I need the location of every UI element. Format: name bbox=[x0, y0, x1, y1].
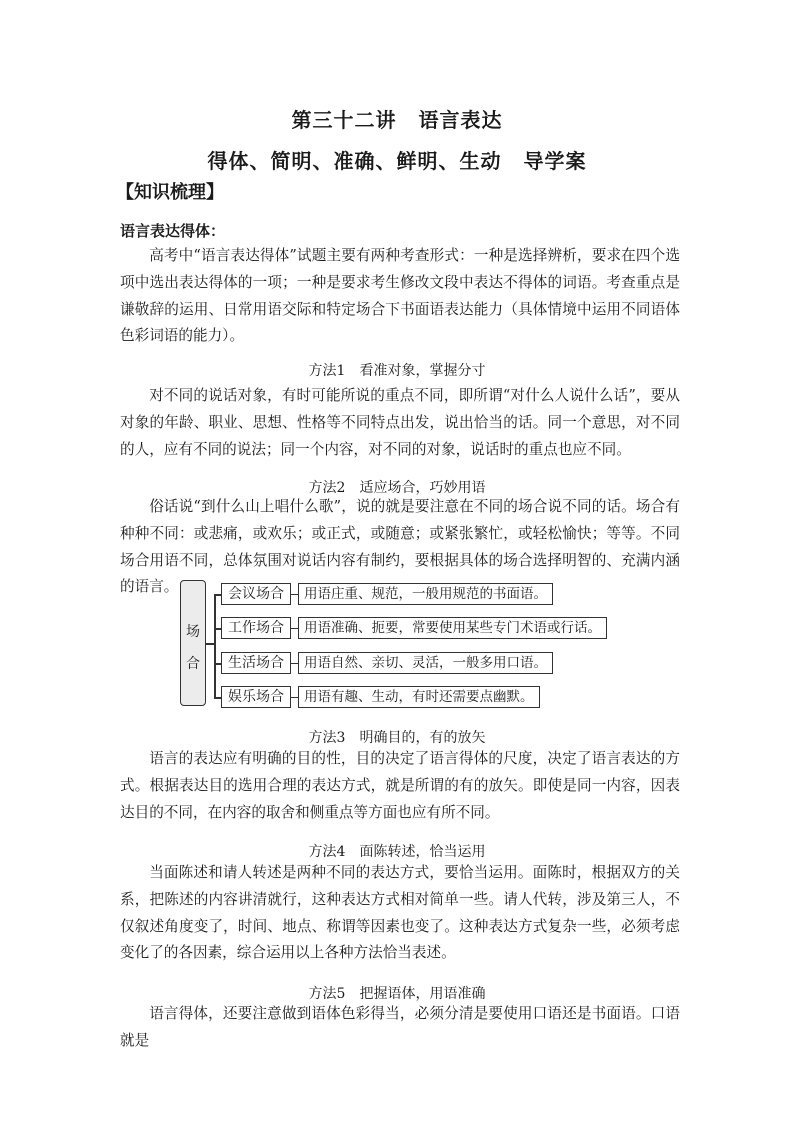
diagram-link bbox=[291, 594, 298, 595]
diagram-branch bbox=[214, 663, 221, 665]
lecture-subtitle bbox=[0, 145, 794, 174]
diagram-branch bbox=[214, 628, 221, 630]
method-label: 方法4 bbox=[308, 844, 346, 860]
method-5-text: 语言得体，还要注意做到语体色彩得当，必须分清是要使用口语还是书面语。口语就是 bbox=[120, 1005, 680, 1049]
scene-description: 用语准确、扼要，常要使用某些专门术语或行话。 bbox=[298, 617, 607, 639]
diagram-branch bbox=[214, 697, 221, 699]
method-4-text: 当面陈述和请人转述是两种不同的表达方式，要恰当运用。面陈时，根据双方的关系，把陈述的内容讲清就行，这种表达方式相对简单一些。请人代转，涉及第三人，不仅叙述角度变了，时间、地点、称谓等因素也变了。这种表达方式复杂一些，必须考虑变化了的各因素，综合运用以上各种方法恰当表述。 bbox=[120, 864, 680, 962]
method-label: 方法2 bbox=[308, 480, 346, 496]
lecture-number: 第三十二讲 bbox=[291, 108, 397, 132]
scene-box: 生活场合 bbox=[221, 652, 291, 674]
method-label: 方法1 bbox=[308, 363, 346, 379]
method-4-heading bbox=[0, 841, 794, 861]
method-title: 面陈转述，恰当运用 bbox=[359, 844, 486, 860]
method-title: 明确目的，有的放矢 bbox=[359, 730, 486, 746]
method-label: 方法5 bbox=[308, 986, 346, 1002]
diagram-root-char: 场 bbox=[186, 624, 200, 640]
scene-box: 会议场合 bbox=[221, 583, 291, 605]
method-title: 看准对象，掌握分寸 bbox=[359, 363, 486, 379]
method-3-text: 语言的表达应有明确的目的性，目的决定了语言得体的尺度，决定了语言表达的方式。根据表达目的选用合理的表达方式，就是所谓的有的放矢。即使是同一内容，因表达目的不同，在内容的取舍和侧重点等方面也应有所不同。 bbox=[120, 750, 680, 821]
scene-box: 工作场合 bbox=[221, 617, 291, 639]
occasion-diagram bbox=[180, 580, 620, 710]
method-3-heading bbox=[0, 727, 794, 747]
method-1-text: 对不同的说话对象，有时可能所说的重点不同，即所谓“对什么人说什么话”，要从对象的年龄、职业、思想、性格等不同特点出发，说出恰当的话。同一个意思，对不同的人，应有不同的说法；同一个内容，对不同的对象，说话时的重点也应不同。 bbox=[120, 387, 680, 458]
method-2-text: 俗话说“到什么山上唱什么歌”，说的就是要注意在不同的场合说不同的话。场合有种种不同：或悲痛，或欢乐；或正式，或随意；或紧张繁忙，或轻松愉快；等等。不同场合用语不同，总体氛围对说话内容有制约，要根据具体的场合选择明智的、充满内涵的语言。 bbox=[120, 498, 680, 596]
method-1-heading bbox=[0, 360, 794, 380]
method-5-heading bbox=[0, 983, 794, 1003]
diagram-root-char: 合 bbox=[186, 656, 200, 672]
subtitle-topics: 得体、简明、准确、鲜明、生动 bbox=[207, 149, 502, 173]
diagram-connector bbox=[206, 643, 214, 645]
lecture-topic: 语言表达 bbox=[418, 108, 503, 132]
diagram-link bbox=[291, 663, 298, 664]
lecture-title bbox=[0, 104, 794, 133]
subtitle-type: 导学案 bbox=[523, 149, 587, 173]
diagram-bracket-line bbox=[214, 594, 216, 698]
diagram-link bbox=[291, 697, 298, 698]
section-heading: 【知识梳理】 bbox=[116, 182, 224, 203]
scene-description: 用语有趣、生动，有时还需要点幽默。 bbox=[298, 686, 540, 708]
scene-description: 用语庄重、规范，一般用规范的书面语。 bbox=[298, 583, 553, 605]
diagram-branch bbox=[214, 594, 221, 596]
diagram-root-box bbox=[180, 580, 206, 706]
scene-description: 用语自然、亲切、灵活，一般多用口语。 bbox=[298, 652, 553, 674]
method-title: 把握语体，用语准确 bbox=[359, 986, 486, 1002]
intro-paragraph: 高考中“语言表达得体”试题主要有两种考查形式：一种是选择辨析，要求在四个选项中选出表达得体的一项；一种是要求考生修改文段中表达不得体的词语。考查重点是谦敬辞的运用、日常用语交际和特定场合下书面语表达能力（具体情境中运用不同语体色彩词语的能力）。 bbox=[120, 247, 680, 345]
subheading: 语言表达得体： bbox=[120, 222, 226, 240]
diagram-link bbox=[291, 628, 298, 629]
method-title: 适应场合，巧妙用语 bbox=[359, 480, 486, 496]
method-label: 方法3 bbox=[308, 730, 346, 746]
scene-box: 娱乐场合 bbox=[221, 686, 291, 708]
